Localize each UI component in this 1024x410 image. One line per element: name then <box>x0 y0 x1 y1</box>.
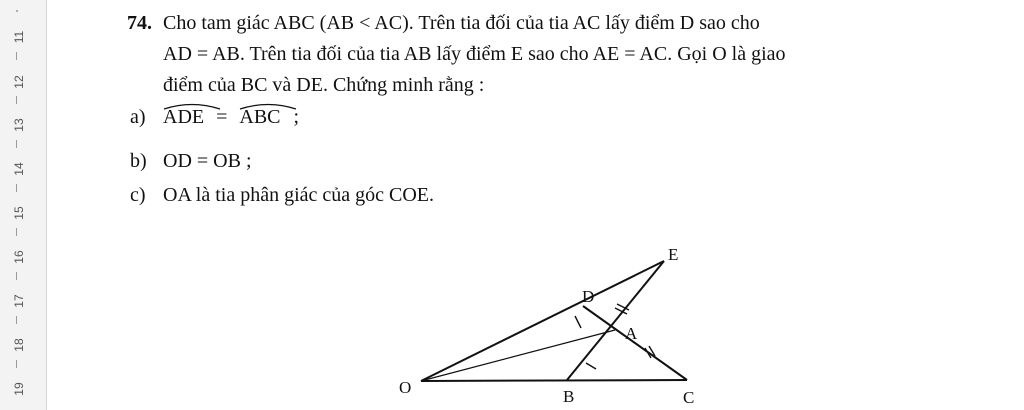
label-d: D <box>582 287 595 306</box>
ruler-mark-11: 11 <box>12 30 26 44</box>
ruler-tick <box>16 184 17 192</box>
ruler-mark-16: 16 <box>12 250 26 264</box>
segment-be <box>567 261 664 380</box>
problem-line-3: điểm của BC và DE. Chứng minh rằng : <box>163 74 485 96</box>
ruler-mark-12: 12 <box>12 75 26 89</box>
angle-ade: ADE <box>163 106 204 129</box>
part-b-text: OD = OB ; <box>163 150 252 172</box>
part-c-text: OA là tia phân giác của góc COE. <box>163 184 435 206</box>
label-o: O <box>399 378 412 397</box>
problem-line-1: Cho tam giác ABC (AB < AC). Trên tia đối của tia AC lấy điểm D sao cho <box>163 12 760 34</box>
part-b-label: b) <box>130 150 147 172</box>
angle-hat-icon <box>163 102 221 110</box>
equals-sign: = <box>216 106 228 128</box>
angle-abc: ABC <box>239 106 280 129</box>
ruler-tick <box>16 228 17 236</box>
ruler-dot <box>16 10 18 12</box>
part-b <box>130 150 252 173</box>
ruler-mark-14: 14 <box>12 162 26 176</box>
ruler-mark-13: 13 <box>12 118 26 132</box>
problem-number: 74. <box>127 12 152 34</box>
label-b: B <box>563 387 575 406</box>
ruler-mark-18: 18 <box>12 338 26 352</box>
part-a-end: ; <box>293 106 300 128</box>
ruler-tick <box>16 316 17 324</box>
geometry-figure <box>387 240 747 410</box>
document-page <box>47 0 1024 410</box>
problem-statement <box>127 8 1007 101</box>
ruler-mark-19: 19 <box>12 382 26 396</box>
segment-oc <box>421 380 687 381</box>
tick-mark <box>575 316 581 328</box>
vertical-ruler <box>0 0 47 410</box>
segment-dc <box>583 306 687 380</box>
problem-line-2: AD = AB. Trên tia đối của tia AB lấy điểm E sao cho AE = AC. Gọi O là giao <box>163 43 786 65</box>
ruler-mark-17: 17 <box>12 294 26 308</box>
part-a <box>130 106 299 129</box>
part-c-label: c) <box>130 184 146 206</box>
angle-hat-icon <box>239 102 297 110</box>
label-a: A <box>625 324 638 343</box>
ruler-tick <box>16 96 17 104</box>
part-c <box>130 184 434 207</box>
tick-mark <box>586 363 596 369</box>
label-c: C <box>683 388 695 407</box>
ruler-tick <box>16 272 17 280</box>
ruler-mark-15: 15 <box>12 206 26 220</box>
ruler-tick <box>16 360 17 368</box>
label-e: E <box>668 245 679 264</box>
ruler-tick <box>16 140 17 148</box>
segment-oe <box>421 261 664 381</box>
part-a-label: a) <box>130 106 146 128</box>
ruler-tick <box>16 52 17 60</box>
